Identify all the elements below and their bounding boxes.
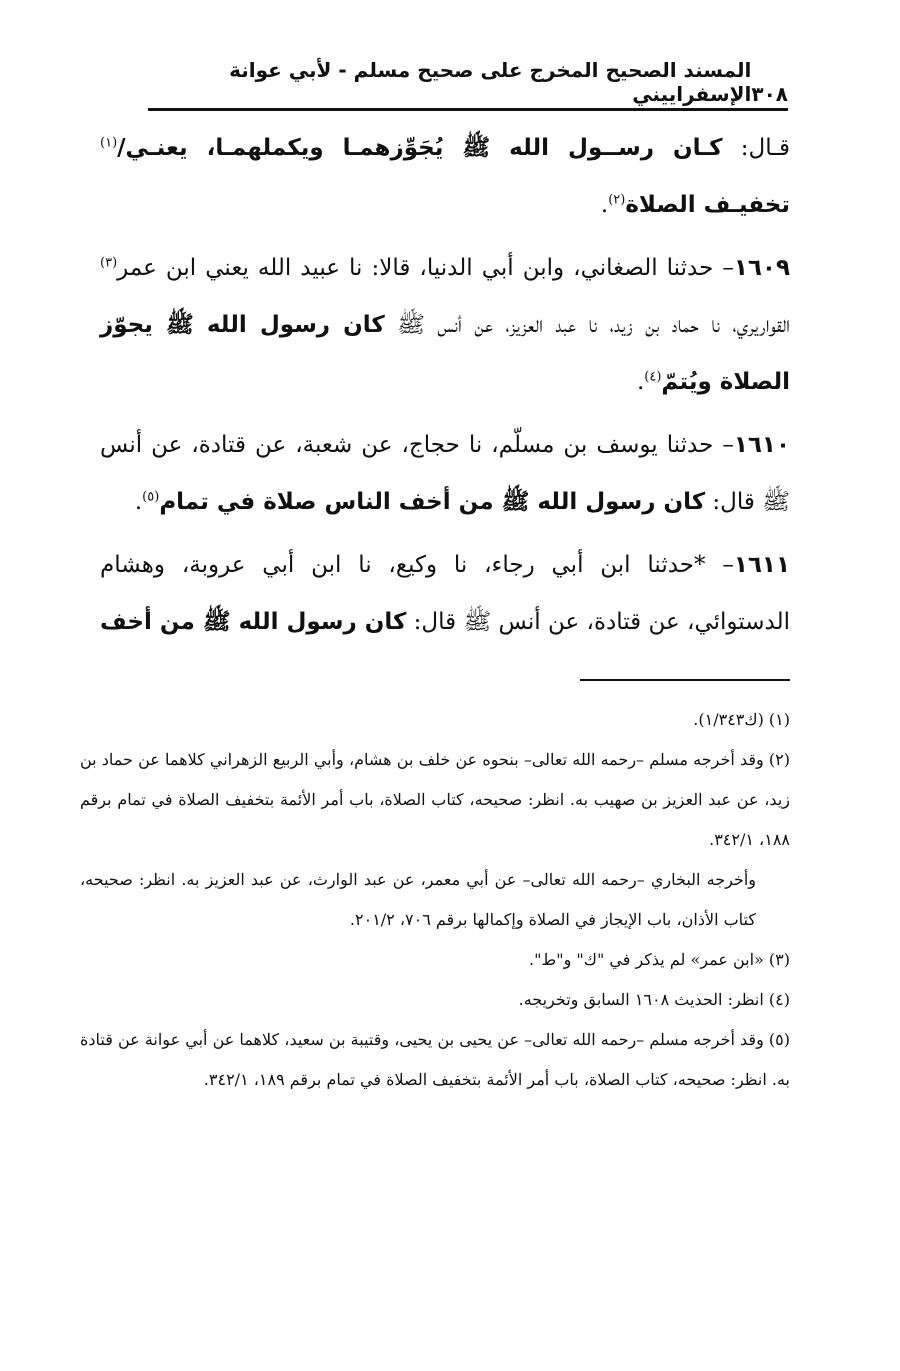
footnote-ref[interactable]: (٢) (608, 192, 626, 208)
hadith-matn: كان رسول الله ﷺ من أخف (100, 609, 407, 635)
footnote-2: (٢) وقد أخرجه مسلم –رحمه الله تعالى– بنحوه عن خلف بن هشام، وأبي الربيع الزهراني كلاهما عن حماد بن زيد، عن عبد العزيز بن صهيب به. انظر: صحيحه، كتاب الصلاة، باب أمر الأئمة بتخفيف الصلاة في تمام برقم ١٨٨، ٣٤٢/١. (80, 750, 791, 849)
text-run: . (134, 489, 143, 515)
text-run: قـال: (722, 135, 790, 161)
footnotes (80, 700, 790, 1100)
hadith-matn: تخفيـف الصلاة (625, 192, 790, 218)
hadith-number: ١٦١١ (733, 552, 790, 578)
footnote-ref[interactable]: (١) (100, 135, 118, 151)
hadith-1611 (100, 537, 790, 651)
hadith-1610 (100, 417, 790, 531)
footnote-ref[interactable]: (٥) (142, 489, 160, 505)
main-text (100, 120, 790, 657)
footnote-2-continuation: وأخرجه البخاري –رحمه الله تعالى– عن أبي معمر، عن عبد الوارث، عن عبد العزيز به. انظر: صحيحه، كتاب الأذان، باب الإيجاز في الصلاة وإكمالها برقم ٧٠٦، ٢٠١/٢. (80, 870, 756, 929)
running-title: المسند الصحيح المخرج على صحيح مسلم - لأبي عوانة الإسفراييني (229, 58, 752, 106)
footnote-5: (٥) وقد أخرجه مسلم –رحمه الله تعالى– عن يحيى بن يحيى، وقتيبة بن سعيد، كلاهما عن أبي عوانة عن قتادة به. انظر: صحيحه، كتاب الصلاة، باب أمر الأئمة بتخفيف الصلاة في تمام برقم ١٨٩، ٣٤٢/١. (80, 1030, 791, 1089)
page-header (148, 58, 788, 106)
footnote-3: (٣) «ابن عمر» لم يذكر في "ك" و"ط". (528, 950, 790, 969)
hadith-matn: كان رسول الله ﷺ من أخف الناس صلاة في تمام (159, 489, 706, 515)
text-run: . (600, 192, 609, 218)
isnad-text: – حدثنا يوسف بن مسلّم، نا حجاج، عن شعبة، عن قتادة، عن أنس ﷺ قال: (100, 432, 790, 515)
hadith-1609 (100, 240, 790, 411)
footnote-ref[interactable]: (٤) (644, 369, 662, 385)
hadith-number: ١٦٠٩ (733, 255, 790, 281)
text-run: . (636, 369, 645, 395)
footnote-separator (580, 679, 790, 681)
hadith-number: ١٦١٠ (733, 432, 790, 458)
isnad-text: – *حدثنا ابن أبي رجاء، نا وكيع، نا ابن أبي عروبة، وهشام الدستوائي، عن قتادة، عن أنس ﷺ قال: (100, 552, 790, 635)
paragraph-continuation (100, 120, 790, 234)
footnote-ref[interactable]: (٣) (100, 255, 118, 271)
footnote-1: (١) (ك١/٣٤٣). (693, 710, 790, 729)
isnad-text: القواريري، نا حماد بن زيد، نا عبد العزيز، عن أنس ﷺ (384, 312, 790, 338)
footnote-4: (٤) انظر: الحديث ١٦٠٨ السابق وتخريجه. (518, 990, 790, 1009)
hadith-matn: كان رسول الله ﷺ يجوّز الصلاة ويُتمّ (100, 312, 790, 395)
header-rule (148, 108, 788, 111)
hadith-matn: كـان رســول الله ﷺ يُجَوِّزهمـا ويكملهمـا، يعنـي/ (117, 135, 723, 161)
isnad-text: – حدثنا الصغاني، وابن أبي الدنيا، قالا: نا عبيد الله يعني ابن عمر (117, 255, 734, 281)
page-number: ٣٠٨ (751, 82, 788, 106)
